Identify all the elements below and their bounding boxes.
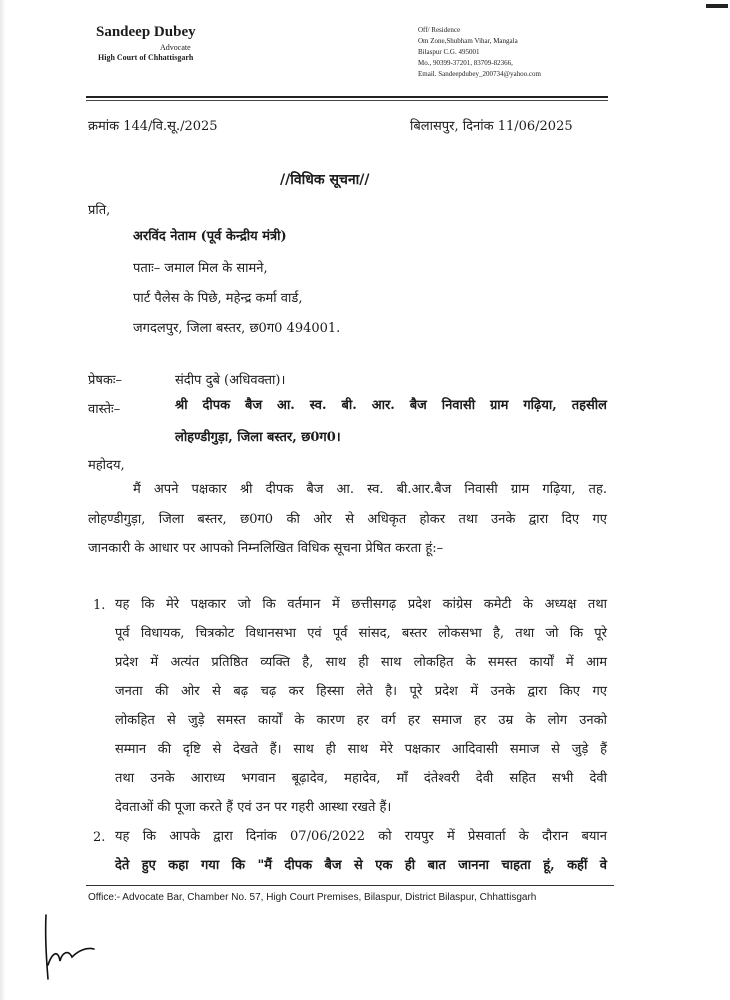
point-number: 1.: [93, 598, 106, 613]
letterhead-name: Sandeep Dubey: [96, 24, 196, 40]
point-number: 2.: [93, 830, 106, 845]
sender-value: संदीप दुबे (अधिवक्ता)।: [175, 373, 286, 388]
place-date: बिलासपुर, दिनांक 11/06/2025: [410, 119, 573, 134]
on-behalf-label: वास्तेः–: [88, 402, 121, 417]
office-footer: Office:- Advocate Bar, Chamber No. 57, High Court Premises, Bilaspur, District Bilaspur, Chhattisgarh: [88, 892, 537, 903]
point-line: जनता की ओर से बढ़ चढ़ कर हिस्सा लेते है। पूरे प्रदेश में उनके द्वारा किए गए: [115, 684, 607, 699]
on-behalf-line: श्री दीपक बैज आ. स्व. बी. आर. बैज निवासी ग्राम गढ़िया, तहसील: [175, 398, 607, 413]
letterhead-court: High Court of Chhattisgarh: [98, 53, 194, 62]
point-line: देते हुए कहा गया कि "मैं दीपक बैज से एक ही बात जानना चाहता हूं, कहीं वे: [115, 858, 607, 873]
point-line: पूर्व विधायक, चित्रकोट विधानसभा एवं पूर्व सांसद, बस्तर लोकसभा है, तथा जो कि पूरे: [115, 626, 607, 641]
recipient-address-line: पार्ट पैलेस के पिछे, महेन्द्र कर्मा वार्ड,: [133, 291, 303, 306]
reference-number: क्रमांक 144/वि.सू./2025: [88, 119, 218, 134]
letterhead-email: Email. Sandeepdubey_200734@yahoo.com: [418, 70, 541, 78]
intro-line: जानकारी के आधार पर आपको निम्नलिखित विधिक सूचना प्रेषित करता हूं:–: [88, 541, 444, 556]
point-line: तथा उनके आराध्य भगवान बूढ़ादेव, महादेव, माँ दंतेश्वरी देवी सहित सभी देवी: [115, 771, 607, 786]
prati-label: प्रति,: [88, 203, 111, 218]
scan-edge-shadow: [0, 0, 6, 1000]
point-line: लोकहित से जुड़े समस्त कार्यों के कारण हर वर्ग हर समाज हर उम्र के लोग उनको: [115, 713, 607, 728]
on-behalf-line: लोहण्डीगुड़ा, जिला बस्तर, छ0ग0।: [175, 430, 341, 445]
salutation: महोदय,: [88, 458, 125, 473]
point-line: देवताओं की पूजा करते हैं एवं उन पर गहरी आस्था रखते हैं।: [115, 800, 392, 815]
letterhead-rule-thin: [86, 100, 608, 101]
point-line: यह कि मेरे पक्षकार जो कि वर्तमान में छत्तीसगढ़ प्रदेश कांग्रेस कमेटी के अध्यक्ष तथा: [115, 597, 607, 612]
letterhead-address-line: Om Zone,Shubham Vihar, Mangala: [418, 37, 518, 45]
intro-line: मैं अपने पक्षकार श्री दीपक बैज आ. स्व. बी.आर.बैज निवासी ग्राम गढ़िया, तह.: [133, 482, 607, 497]
intro-line: लोहण्डीगुड़ा, जिला बस्तर, छ0ग0 की ओर से अधिकृत होकर तथा उनके द्वारा दिए गए: [88, 512, 607, 527]
recipient-name: अरविंद नेताम (पूर्व केन्द्रीय मंत्री): [133, 229, 287, 244]
letterhead-address-line: Mo., 90399-37201, 83709-82366,: [418, 59, 513, 67]
point-line: सम्मान की दृष्टि से देखते हैं। साथ ही साथ मेरे पक्षकार आदिवासी समाज से जुड़े हैं: [115, 742, 607, 757]
scan-corner-mark: [706, 4, 728, 8]
signature-mark: [36, 905, 106, 985]
letterhead-address-line: Off/ Residence: [418, 26, 461, 34]
letterhead-rule: [86, 96, 608, 98]
point-line: यह कि आपके द्वारा दिनांक 07/06/2022 को रायपुर में प्रेसवार्ता के दौरान बयान: [115, 829, 607, 844]
letterhead-address-line: Bilaspur C.G. 495001: [418, 48, 480, 56]
point-line: प्रदेश में अत्यंत प्रतिष्ठित व्यक्ति है, साथ ही साथ लोकहित के समस्त कार्यों में आम: [115, 655, 607, 670]
notice-heading: //विधिक सूचना//: [280, 172, 370, 188]
sender-label: प्रेषकः–: [88, 373, 123, 388]
letterhead-title: Advocate: [160, 43, 191, 52]
recipient-address-line: पताः– जमाल मिल के सामने,: [133, 261, 268, 276]
recipient-address-line: जगदलपुर, जिला बस्तर, छ0ग0 494001.: [133, 321, 341, 336]
footer-rule: [86, 885, 614, 886]
